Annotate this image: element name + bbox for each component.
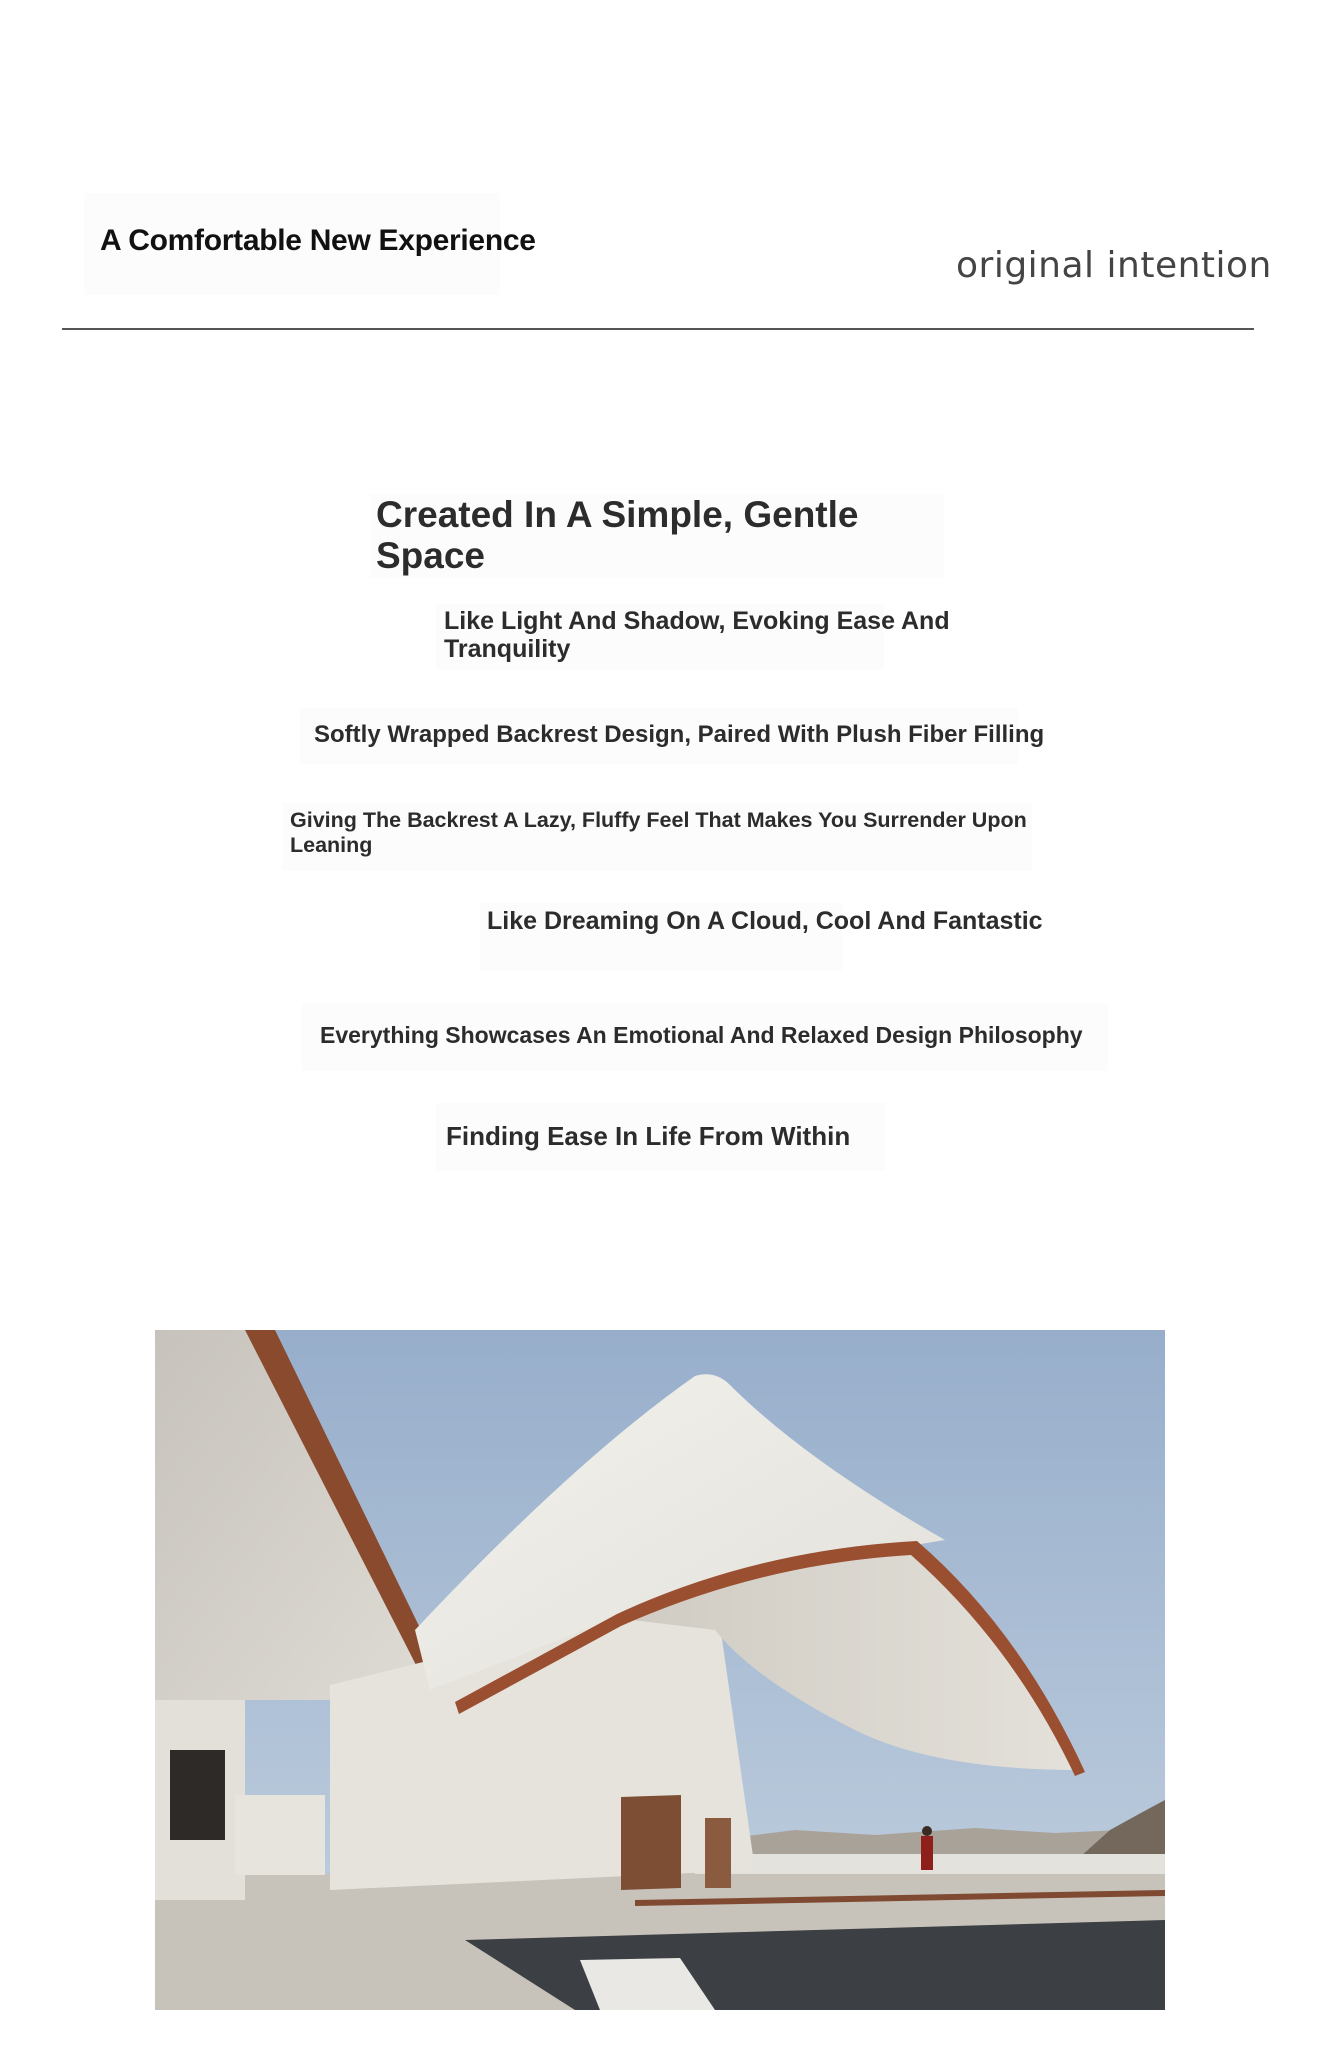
text-line-6: Finding Ease In Life From Within [446, 1121, 851, 1151]
text-line-3: Giving The Backrest A Lazy, Fluffy Feel That Makes You Surrender Upon Leaning [290, 808, 1027, 857]
side-door [705, 1818, 731, 1888]
text-line-1: Like Light And Shadow, Evoking Ease And Tranquility [444, 607, 950, 663]
text-line-5: Everything Showcases An Emotional And Relaxed Design Philosophy [320, 1022, 1083, 1048]
brand-logo: original intention [956, 245, 1272, 286]
text-line-4: Like Dreaming On A Cloud, Cool And Fantastic [487, 907, 1043, 935]
section-heading: Created In A Simple, Gentle Space [376, 494, 859, 576]
wood-door [621, 1795, 681, 1890]
text-line-2: Softly Wrapped Backrest Design, Paired With Plush Fiber Filling [314, 721, 1045, 748]
left-ledge [235, 1795, 325, 1875]
figure-head [922, 1826, 932, 1836]
figure-body [921, 1836, 933, 1870]
header-title: A Comfortable New Experience [100, 224, 536, 257]
header-divider [62, 328, 1254, 330]
architecture-photo [155, 1330, 1165, 2010]
left-opening [170, 1750, 225, 1840]
